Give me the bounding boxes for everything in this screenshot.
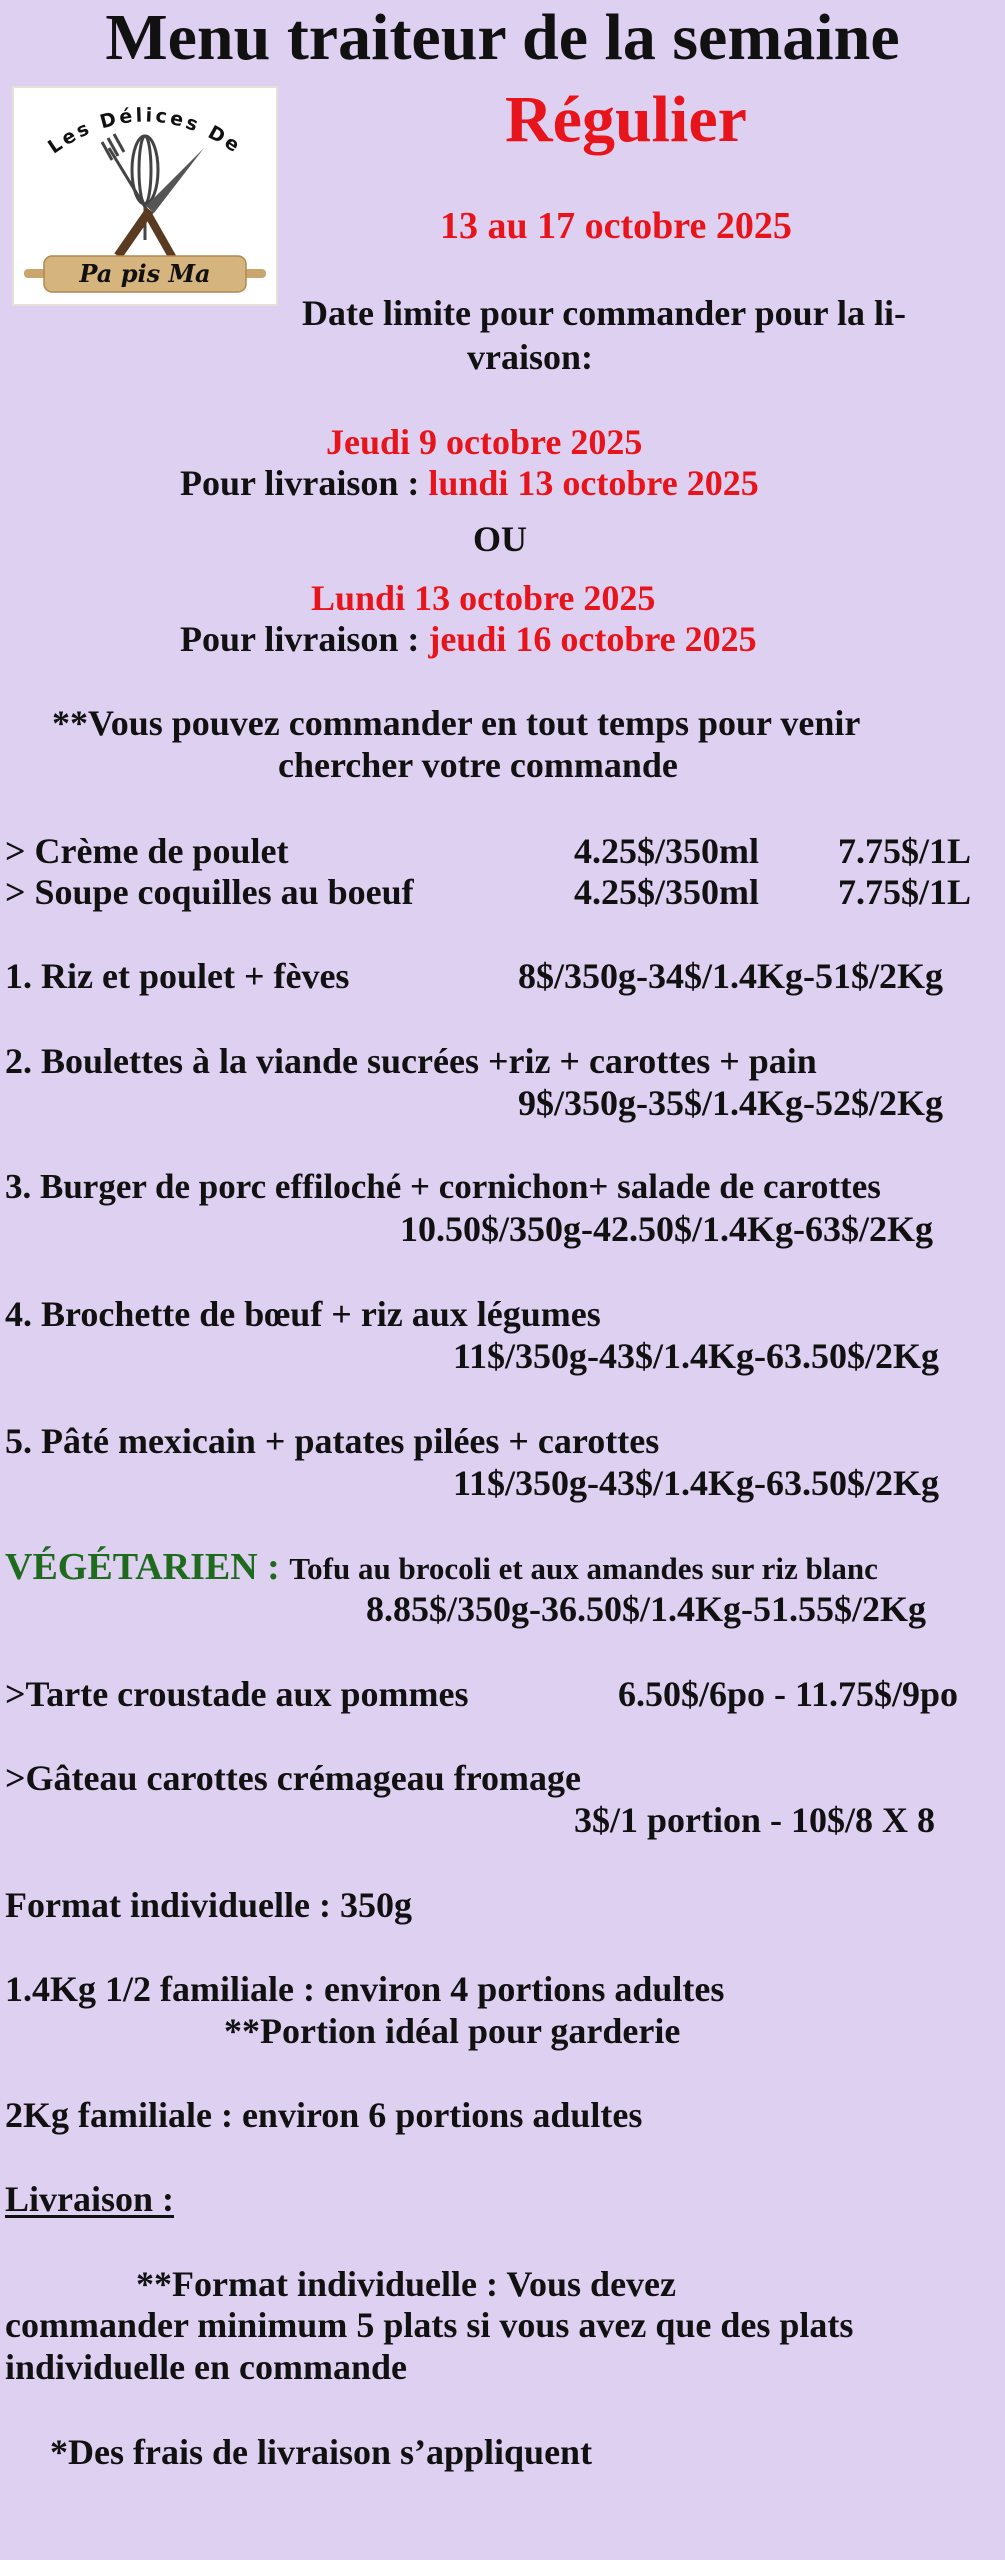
format-daycare-note: **Portion idéal pour garderie (224, 2011, 681, 2051)
format-family: 2Kg familiale : environ 6 portions adultes (5, 2095, 643, 2135)
soup-price-small: 4.25$/350ml (574, 872, 759, 912)
soup-price-small: 4.25$/350ml (574, 831, 759, 871)
dish-price: 11$/350g-43$/1.4Kg-63.50$/2Kg (453, 1336, 939, 1376)
delivery-heading-text: Livraison : (5, 2179, 175, 2219)
dish-name: 5. Pâté mexicain + patates pilées + carottes (5, 1421, 660, 1461)
option2-date: Lundi 13 octobre 2025 (311, 578, 656, 618)
option1-delivery: lundi 13 octobre 2025 (428, 463, 759, 503)
format-individual: Format individuelle : 350g (5, 1885, 412, 1925)
menu-type: Régulier (505, 83, 747, 156)
deadline-line-2: vraison: (467, 337, 593, 377)
dessert-price: 3$/1 portion - 10$/8 X 8 (574, 1800, 936, 1840)
dish-name: 4. Brochette de bœuf + riz aux légumes (5, 1294, 601, 1334)
logo-graphic (14, 88, 276, 304)
delivery-note-line-2: commander minimum 5 plats si vous avez que des plats (5, 2305, 854, 2345)
option1-line (180, 462, 759, 504)
dessert-name: >Gâteau carottes crémageau fromage (5, 1758, 581, 1798)
soup-price-large: 7.75$/1L (838, 831, 972, 871)
pickup-line-2: chercher votre commande (278, 745, 678, 785)
delivery-fees: *Des frais de livraison s’appliquent (50, 2432, 593, 2472)
or-label: OU (473, 519, 527, 559)
format-family-half: 1.4Kg 1/2 familiale : environ 4 portions adultes (5, 1969, 725, 2009)
dish-name: 3. Burger de porc effiloché + cornichon+ salade de carottes (5, 1167, 881, 1206)
dessert-name: >Tarte croustade aux pommes (5, 1674, 469, 1714)
dish-price: 9$/350g-35$/1.4Kg-52$/2Kg (518, 1083, 943, 1123)
option2-line (180, 618, 757, 660)
soup-name: > Crème de poulet (5, 831, 289, 871)
option1-label: Pour livraison : (180, 463, 429, 503)
vegetarian-label: VÉGÉTARIEN : (5, 1546, 290, 1588)
deadline-line-1: Date limite pour commander pour la li- (302, 293, 906, 333)
logo-arc-text: Les Délices De (44, 104, 246, 159)
dish-price: 8$/350g-34$/1.4Kg-51$/2Kg (518, 956, 943, 996)
delivery-note-line-3: individuelle en commande (5, 2347, 408, 2387)
svg-text:Les Délices De (44, 104, 246, 158)
vegetarian-dish-name: Tofu au brocoli et aux amandes sur riz blanc (289, 1551, 878, 1586)
soup-name: > Soupe coquilles au boeuf (5, 872, 414, 912)
delivery-heading (5, 2178, 174, 2220)
pickup-line-1: **Vous pouvez commander en tout temps pour venir (52, 703, 861, 743)
option2-label: Pour livraison : (180, 619, 429, 659)
delivery-note-line-1: **Format individuelle : Vous devez (136, 2264, 677, 2304)
logo (12, 86, 278, 306)
menu-dates: 13 au 17 octobre 2025 (440, 205, 792, 247)
dessert-price: 6.50$/6po - 11.75$/9po (618, 1674, 959, 1714)
dish-name: 2. Boulettes à la viande sucrées +riz + carottes + pain (5, 1041, 817, 1081)
option2-delivery: jeudi 16 octobre 2025 (428, 619, 757, 659)
option1-date: Jeudi 9 octobre 2025 (326, 422, 643, 462)
dish-price: 10.50$/350g-42.50$/1.4Kg-63$/2Kg (400, 1209, 933, 1249)
vegetarian-line (5, 1545, 878, 1589)
vegetarian-price: 8.85$/350g-36.50$/1.4Kg-51.55$/2Kg (366, 1589, 926, 1629)
dish-price: 11$/350g-43$/1.4Kg-63.50$/2Kg (453, 1463, 939, 1503)
dish-name: 1. Riz et poulet + fèves (5, 956, 350, 996)
logo-pin-text: Pa pis Ma (79, 259, 211, 288)
page-title: Menu traiteur de la semaine (105, 1, 900, 74)
soup-price-large: 7.75$/1L (838, 872, 972, 912)
